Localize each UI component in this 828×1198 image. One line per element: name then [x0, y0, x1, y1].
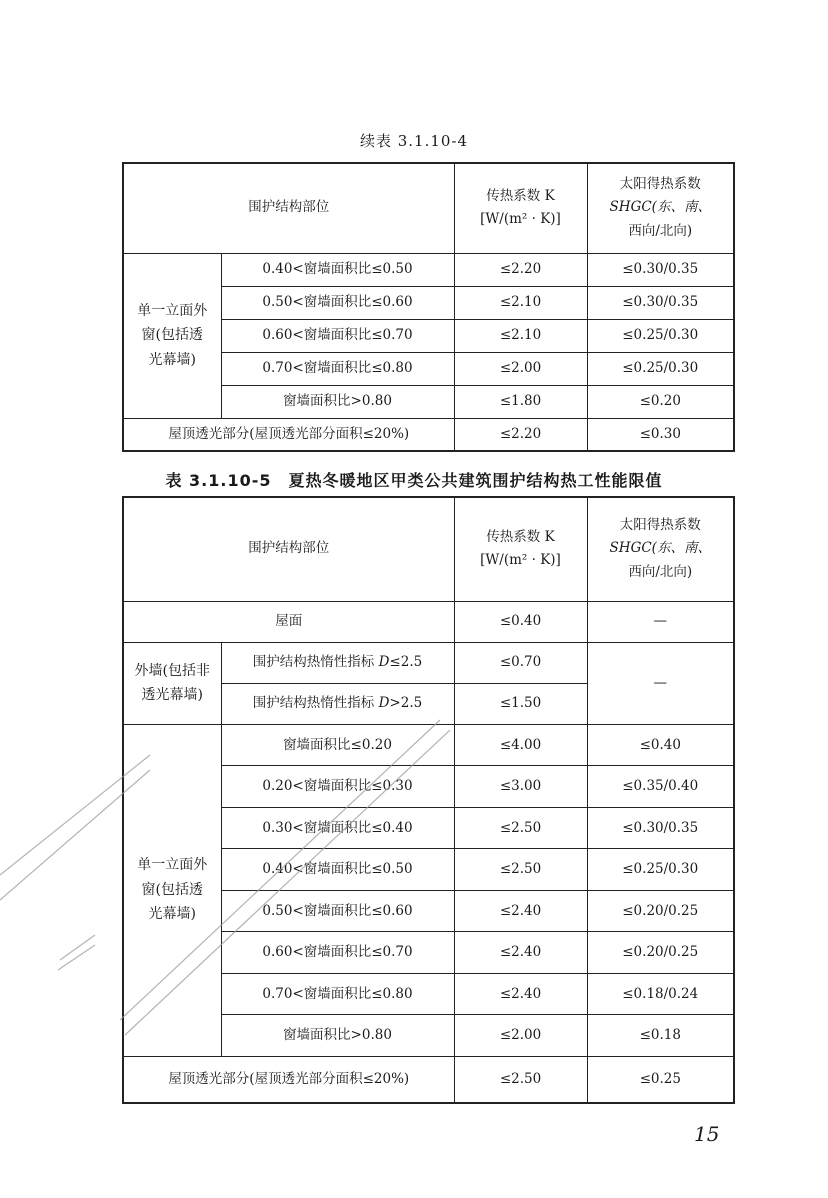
thermal-table-hot-summer-warm-winter: [122, 496, 735, 1104]
header-k-line1: 传热系数 K: [486, 187, 555, 204]
header-k-line2: [W/(m² · K)]: [480, 211, 561, 228]
row-shgc: ≤0.25/0.30: [587, 319, 734, 352]
row-shgc: ≤0.25/0.30: [587, 352, 734, 385]
window-shgc: ≤0.18/0.24: [587, 973, 734, 1015]
roof-light-shgc: ≤0.25: [587, 1056, 734, 1103]
group-label-line: 窗(包括透: [141, 327, 203, 344]
header-k: [454, 163, 587, 253]
header-shgc-line1: 太阳得热系数: [619, 175, 701, 192]
row-k: ≤2.10: [454, 286, 587, 319]
window-shgc: ≤0.30/0.35: [587, 807, 734, 849]
row-sub: 0.40<窗墙面积比≤0.50: [221, 253, 454, 286]
roof-light-label: 屋顶透光部分(屋顶透光部分面积≤20%): [123, 418, 454, 451]
roof-label: 屋面: [123, 601, 454, 642]
window-shgc: ≤0.35/0.40: [587, 766, 734, 808]
roof-light-k: ≤2.50: [454, 1056, 587, 1103]
wall-k: ≤0.70: [454, 642, 587, 683]
window-k: ≤2.50: [454, 807, 587, 849]
group-label-line: 透光幕墙): [141, 687, 203, 703]
row-shgc: ≤0.20: [587, 385, 734, 418]
window-k: ≤2.40: [454, 973, 587, 1015]
header-shgc-line2: SHGC(东、南、: [609, 199, 711, 216]
wall-shgc: —: [587, 642, 734, 724]
window-k: ≤2.50: [454, 849, 587, 891]
row-sub: 0.70<窗墙面积比≤0.80: [221, 352, 454, 385]
header-part: 围护结构部位: [123, 497, 454, 601]
thermal-table-continued: [122, 162, 735, 452]
wall-sub: 围护结构热惰性指标 D>2.5: [221, 683, 454, 724]
group-label-line: 光幕墙): [148, 351, 196, 368]
window-sub: 0.30<窗墙面积比≤0.40: [221, 807, 454, 849]
window-sub: 0.70<窗墙面积比≤0.80: [221, 973, 454, 1015]
window-k: ≤4.00: [454, 724, 587, 766]
window-k: ≤2.40: [454, 932, 587, 974]
row-k: ≤2.10: [454, 319, 587, 352]
page-number: 15: [694, 1122, 720, 1146]
roof-light-label: 屋顶透光部分(屋顶透光部分面积≤20%): [123, 1056, 454, 1103]
group-label-window: [123, 724, 221, 1056]
row-k: ≤1.80: [454, 385, 587, 418]
header-k-line2: [W/(m² · K)]: [480, 552, 561, 569]
window-k: ≤3.00: [454, 766, 587, 808]
table-caption: 表 3.1.10-5 夏热冬暖地区甲类公共建筑围护结构热工性能限值: [165, 471, 663, 490]
window-shgc: ≤0.20/0.25: [587, 890, 734, 932]
window-k: ≤2.40: [454, 890, 587, 932]
header-shgc: [587, 163, 734, 253]
header-shgc-line3: 西向/北向): [628, 564, 693, 581]
header-k-line1: 传热系数 K: [486, 528, 555, 545]
header-shgc-line2: SHGC(东、南、: [609, 540, 711, 557]
window-sub: 0.40<窗墙面积比≤0.50: [221, 849, 454, 891]
group-label-line: 外墙(包括非: [134, 662, 210, 679]
roof-light-shgc: ≤0.30: [587, 418, 734, 451]
header-k: [454, 497, 587, 601]
window-shgc: ≤0.25/0.30: [587, 849, 734, 891]
header-shgc: [587, 497, 734, 601]
window-sub: 0.60<窗墙面积比≤0.70: [221, 932, 454, 974]
group-label-window: [123, 253, 221, 418]
header-shgc-line3: 西向/北向): [628, 223, 693, 240]
window-shgc: ≤0.20/0.25: [587, 932, 734, 974]
header-part: 围护结构部位: [123, 163, 454, 253]
wall-sub: 围护结构热惰性指标 D≤2.5: [221, 642, 454, 683]
group-label-line: 窗(包括透: [141, 881, 203, 898]
group-label-line: 光幕墙): [148, 906, 196, 923]
header-shgc-line1: 太阳得热系数: [619, 516, 701, 533]
roof-shgc: —: [587, 601, 734, 642]
group-label-line: 单一立面外: [137, 857, 208, 874]
roof-light-k: ≤2.20: [454, 418, 587, 451]
group-label-wall: [123, 642, 221, 724]
wall-k: ≤1.50: [454, 683, 587, 724]
window-sub: 窗墙面积比>0.80: [221, 1015, 454, 1057]
window-shgc: ≤0.18: [587, 1015, 734, 1057]
row-shgc: ≤0.30/0.35: [587, 286, 734, 319]
roof-k: ≤0.40: [454, 601, 587, 642]
window-sub: 0.20<窗墙面积比≤0.30: [221, 766, 454, 808]
row-sub: 窗墙面积比>0.80: [221, 385, 454, 418]
row-sub: 0.50<窗墙面积比≤0.60: [221, 286, 454, 319]
row-k: ≤2.00: [454, 352, 587, 385]
window-k: ≤2.00: [454, 1015, 587, 1057]
table-caption-continued: 续表 3.1.10-4: [359, 132, 469, 150]
window-sub: 0.50<窗墙面积比≤0.60: [221, 890, 454, 932]
group-label-line: 单一立面外: [137, 302, 208, 319]
window-sub: 窗墙面积比≤0.20: [221, 724, 454, 766]
row-k: ≤2.20: [454, 253, 587, 286]
row-sub: 0.60<窗墙面积比≤0.70: [221, 319, 454, 352]
window-shgc: ≤0.40: [587, 724, 734, 766]
row-shgc: ≤0.30/0.35: [587, 253, 734, 286]
